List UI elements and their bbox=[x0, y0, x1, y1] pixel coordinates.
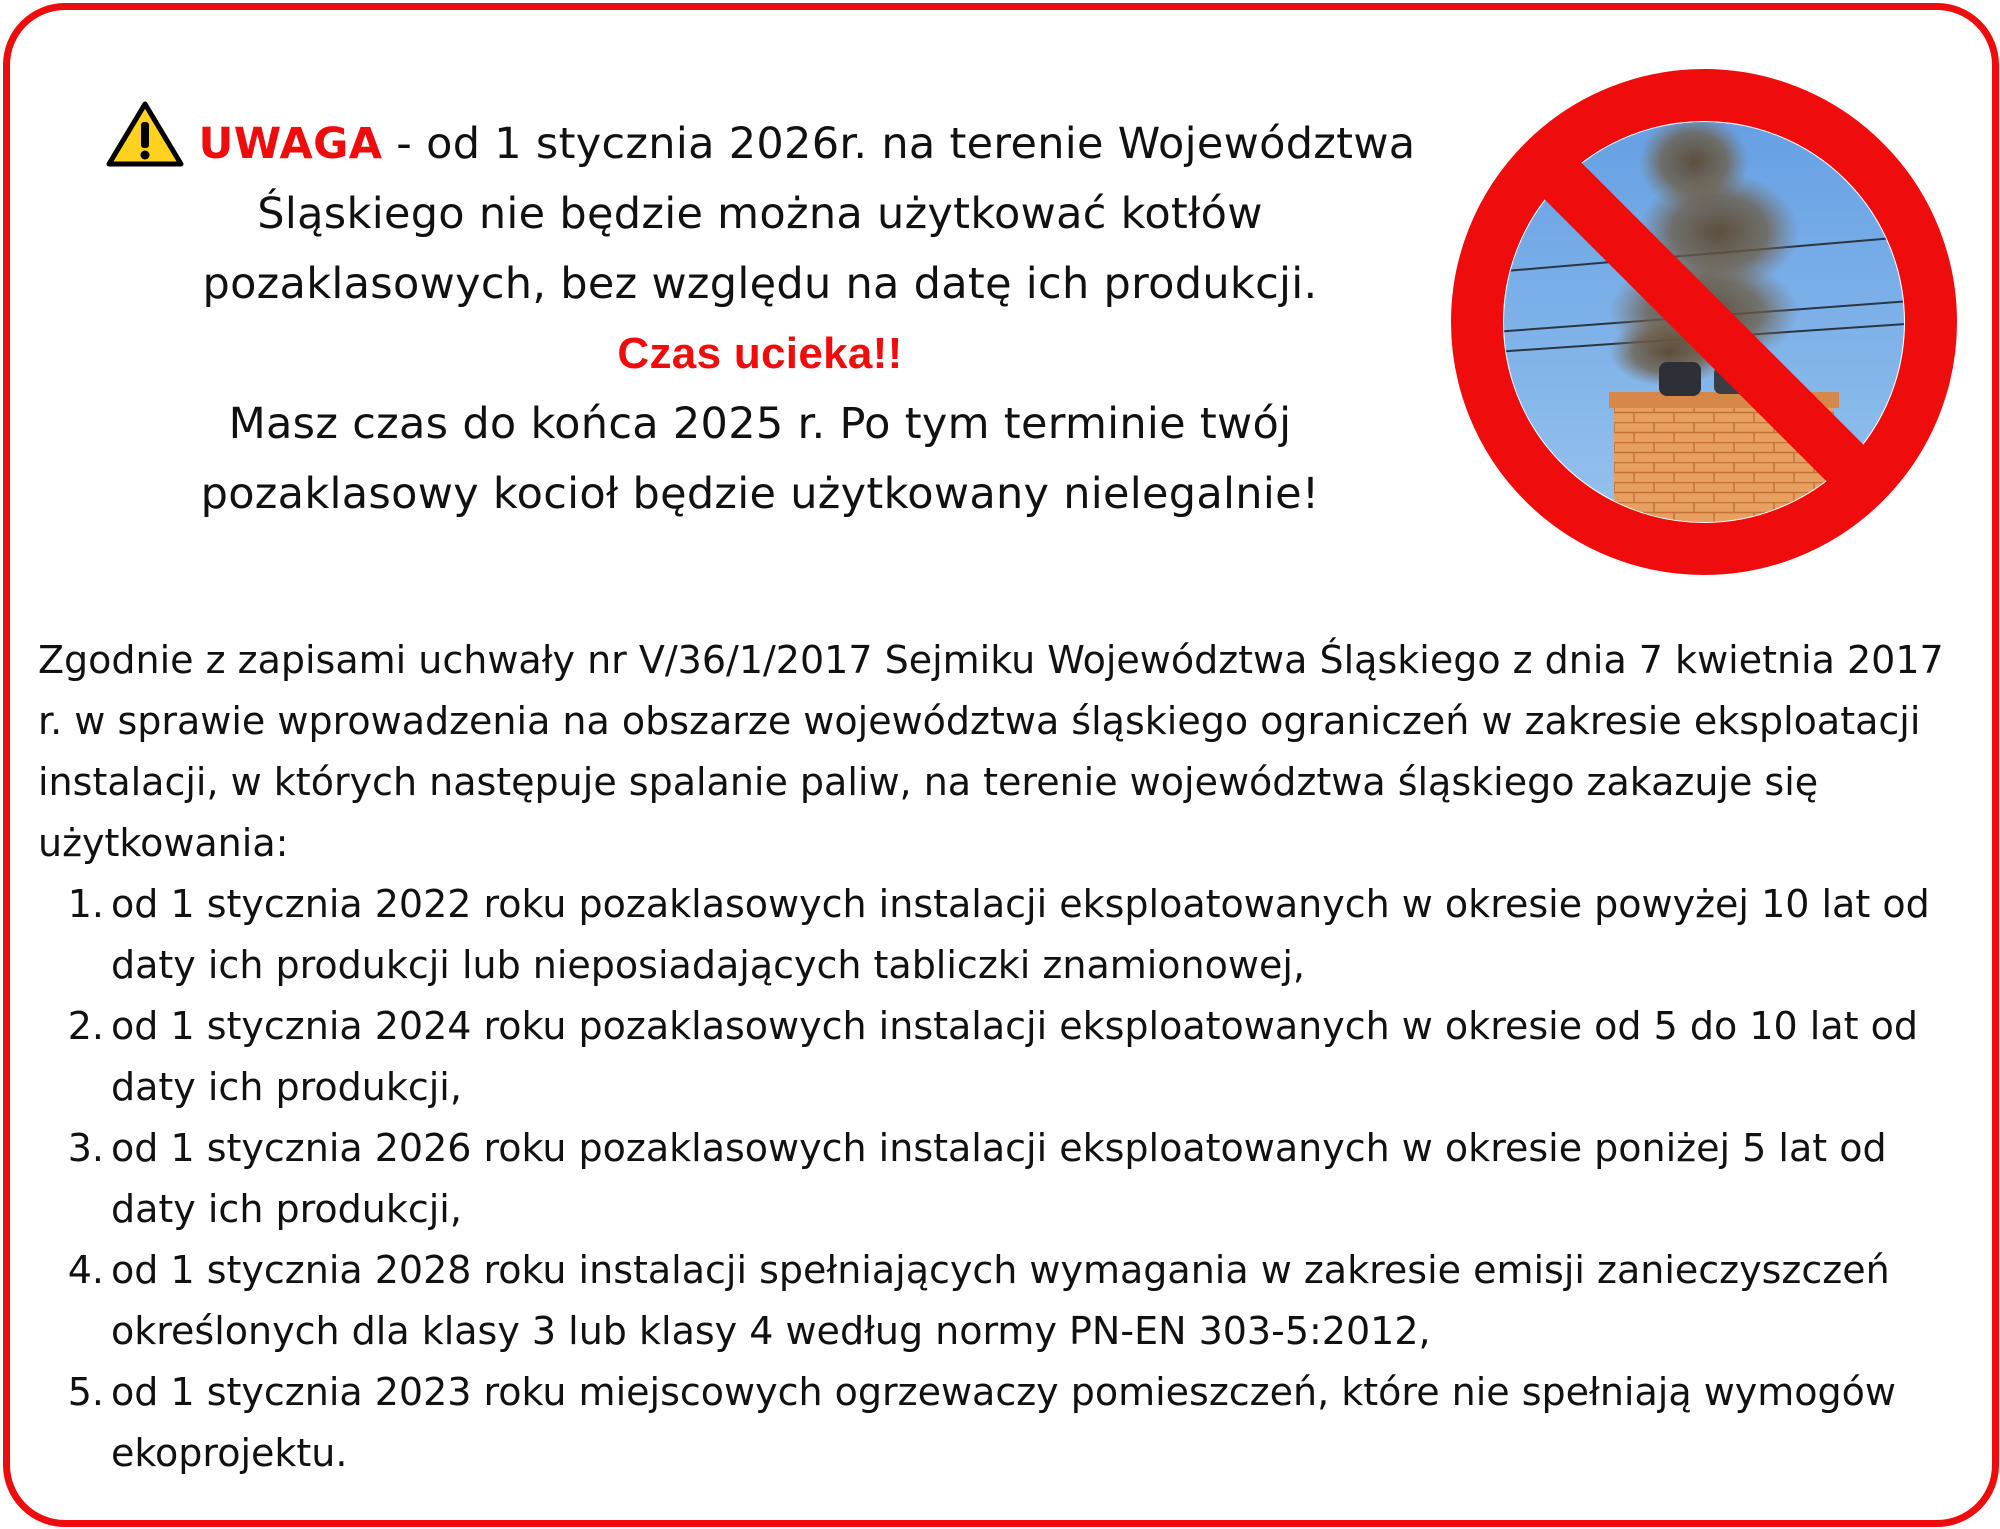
alert-line-1 bbox=[40, 100, 1480, 179]
alert-line-1-text: - od 1 stycznia 2026r. na terenie Województwa bbox=[382, 119, 1416, 169]
list-item bbox=[38, 1118, 1968, 1240]
alert-line-6: pozaklasowy kocioł będzie użytkowany nielegalnie! bbox=[200, 469, 1320, 519]
alert-line-5: Masz czas do końca 2025 r. Po tym terminie twój bbox=[228, 399, 1292, 449]
regulation-section bbox=[38, 630, 1968, 1484]
regulation-intro: Zgodnie z zapisami uchwały nr V/36/1/2017 Sejmiku Województwa Śląskiego z dnia 7 kwietnia 2017 r. w sprawie wprowadzenia na obszarze województwa śląskiego ograniczeń w zakresie eksploatacji instalacji, w których następuje spalanie paliw, na terenie województwa śląskiego zakazuje się użytkowania: bbox=[38, 638, 1944, 865]
uwaga-label: UWAGA bbox=[198, 119, 383, 169]
list-item-number: 4. bbox=[67, 1248, 104, 1292]
prohibited-smoking-chimney-icon bbox=[1444, 62, 1964, 582]
list-item-text: od 1 stycznia 2024 roku pozaklasowych instalacji eksploatowanych w okresie od 5 do 10 lat od daty ich produkcji, bbox=[111, 1004, 1918, 1109]
restriction-list bbox=[38, 874, 1968, 1484]
list-item bbox=[38, 874, 1968, 996]
list-item-number: 3. bbox=[67, 1126, 104, 1170]
list-item-text: od 1 stycznia 2028 roku instalacji spełniających wymagania w zakresie emisji zanieczyszczeń określonych dla klasy 3 lub klasy 4 według normy PN-EN 303-5:2012, bbox=[111, 1248, 1890, 1353]
warning-icon bbox=[105, 100, 185, 168]
list-item-text: od 1 stycznia 2026 roku pozaklasowych instalacji eksploatowanych w okresie poniżej 5 lat od daty ich produkcji, bbox=[111, 1126, 1887, 1231]
alert-line-2: Śląskiego nie będzie można użytkować kotłów bbox=[257, 189, 1263, 239]
alert-line-3: pozaklasowych, bez względu na datę ich produkcji. bbox=[202, 259, 1318, 309]
list-item-text: od 1 stycznia 2022 roku pozaklasowych instalacji eksploatowanych w okresie powyżej 10 lat od daty ich produkcji lub nieposiadających tabliczki znamionowej, bbox=[111, 882, 1930, 987]
alert-headline bbox=[40, 100, 1480, 529]
list-item bbox=[38, 996, 1968, 1118]
list-item-text: od 1 stycznia 2023 roku miejscowych ogrzewaczy pomieszczeń, które nie spełniają wymogów ekoprojektu. bbox=[111, 1370, 1896, 1475]
list-item bbox=[38, 1362, 1968, 1484]
list-item-number: 2. bbox=[67, 1004, 104, 1048]
list-item-number: 5. bbox=[67, 1370, 104, 1414]
list-item-number: 1. bbox=[67, 882, 104, 926]
list-item bbox=[38, 1240, 1968, 1362]
urgent-notice: Czas ucieka!! bbox=[617, 329, 903, 378]
